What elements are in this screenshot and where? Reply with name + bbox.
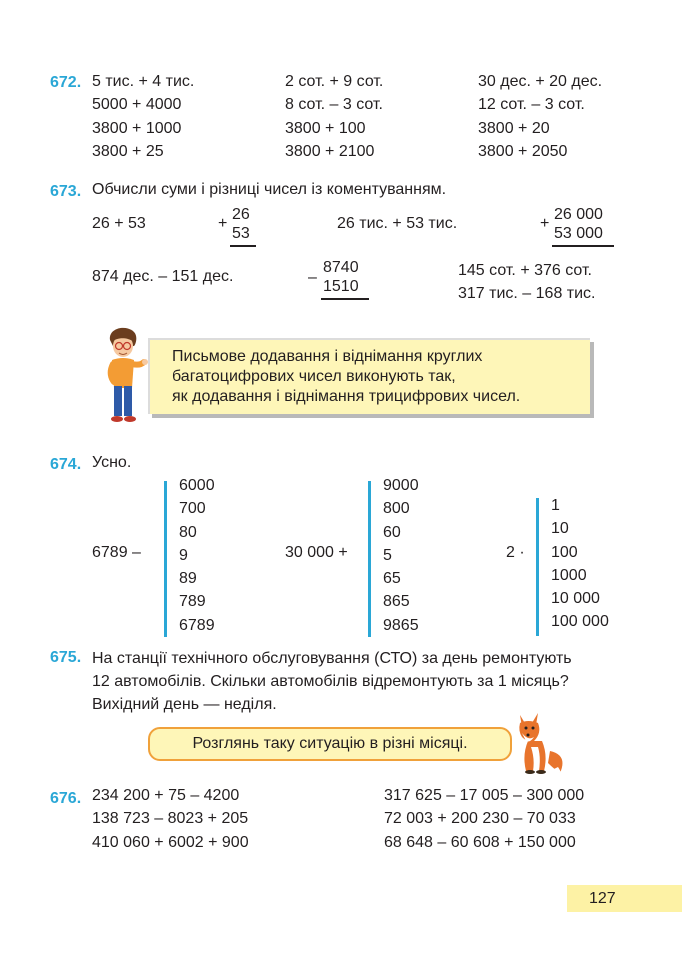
exercise-number-672: 672. <box>50 74 82 91</box>
expression: 8 сот. – 3 сот. <box>285 96 383 114</box>
rule-note <box>148 338 590 414</box>
column-underline <box>552 245 614 247</box>
list-item: 800 <box>383 500 410 518</box>
exercise-672-column-2 <box>285 70 383 163</box>
group-lead: 6789 – <box>92 544 141 561</box>
column-operand-bottom: 53 000 <box>554 225 603 242</box>
column-underline <box>230 245 256 247</box>
exercise-number-675: 675. <box>50 649 82 666</box>
exercise-673-task: Обчисли суми і різниці чисел із коментуванням. <box>92 181 447 198</box>
plus-sign: + <box>540 215 550 232</box>
expression: 26 тис. + 53 тис. <box>337 215 458 232</box>
expression: 234 200 + 75 – 4200 <box>92 787 240 804</box>
minus-sign: – <box>308 269 317 286</box>
column-operand-top: 26 <box>232 206 250 223</box>
exercise-674-task: Усно. <box>92 454 132 471</box>
expression: 138 723 – 8023 + 205 <box>92 810 249 828</box>
expression: 3800 + 20 <box>478 119 550 137</box>
expression: 68 648 – 60 608 + 150 000 <box>384 833 576 851</box>
expression: 317 тис. – 168 тис. <box>458 285 596 302</box>
list-item: 789 <box>179 593 206 611</box>
group-lead: 2 · <box>506 544 525 561</box>
column-operand-bottom: 1510 <box>323 278 359 295</box>
rule-line: багатоцифрових чисел виконують так, <box>172 368 456 385</box>
group-divider <box>536 498 539 636</box>
list-item: 6789 <box>179 616 215 634</box>
rule-text <box>172 347 520 407</box>
group-3-items <box>551 494 609 634</box>
rule-line: як додавання і віднімання трицифрових чисел. <box>172 388 521 405</box>
exercise-number-673: 673. <box>50 183 82 200</box>
exercise-672-column-1 <box>92 70 194 163</box>
list-item: 5 <box>383 546 392 564</box>
expression: 410 060 + 6002 + 900 <box>92 833 249 851</box>
list-item: 10 <box>551 520 569 538</box>
list-item: 6000 <box>179 477 215 494</box>
list-item: 1 <box>551 497 560 514</box>
list-item: 100 000 <box>551 613 609 631</box>
expression: 145 сот. + 376 сот. <box>458 262 592 279</box>
expression: 874 дес. – 151 дес. <box>92 268 234 285</box>
exercise-676-column-2 <box>384 784 584 854</box>
list-item: 865 <box>383 593 410 611</box>
exercise-672-column-3 <box>478 70 602 163</box>
list-item: 89 <box>179 570 197 588</box>
column-underline <box>321 298 369 300</box>
group-1-items <box>179 474 215 637</box>
plus-sign: + <box>218 215 228 232</box>
group-lead: 30 000 + <box>285 544 348 561</box>
expression: 72 003 + 200 230 – 70 033 <box>384 810 576 828</box>
list-item: 9000 <box>383 477 419 494</box>
text-line: Вихідний день — неділя. <box>92 696 277 713</box>
expression: 3800 + 2050 <box>478 142 568 160</box>
list-item: 9 <box>179 546 188 564</box>
list-item: 700 <box>179 500 206 518</box>
hint-box: Розглянь таку ситуацію в різні місяці. <box>148 727 512 761</box>
list-item: 9865 <box>383 616 419 634</box>
group-divider <box>368 481 371 637</box>
exercise-number-674: 674. <box>50 456 82 473</box>
expression: 317 625 – 17 005 – 300 000 <box>384 787 585 804</box>
expression: 3800 + 2100 <box>285 142 375 160</box>
boy-illustration <box>102 326 150 426</box>
exercise-number-676: 676. <box>50 790 82 807</box>
column-operand-top: 26 000 <box>554 206 603 223</box>
list-item: 80 <box>179 523 197 541</box>
expression: 26 + 53 <box>92 215 146 232</box>
expression: 12 сот. – 3 сот. <box>478 96 585 114</box>
page-number: 127 <box>567 885 682 912</box>
expression: 5 тис. + 4 тис. <box>92 73 195 90</box>
list-item: 1000 <box>551 566 587 584</box>
list-item: 65 <box>383 570 401 588</box>
list-item: 100 <box>551 543 578 561</box>
exercise-676-column-1 <box>92 784 249 854</box>
group-divider <box>164 481 167 637</box>
text-line: 12 автомобілів. Скільки автомобілів відремонтують за 1 місяць? <box>92 673 569 690</box>
exercise-675-text <box>92 647 572 716</box>
expression: 3800 + 1000 <box>92 119 182 137</box>
list-item: 60 <box>383 523 401 541</box>
text-line: На станції технічного обслуговування (СТО) за день ремонтують <box>92 650 572 667</box>
list-item: 10 000 <box>551 590 600 608</box>
expression: 5000 + 4000 <box>92 96 182 114</box>
expression: 30 дес. + 20 дес. <box>478 73 603 90</box>
expression: 2 сот. + 9 сот. <box>285 73 384 90</box>
fox-illustration <box>514 711 566 777</box>
rule-line: Письмове додавання і віднімання круглих <box>172 348 483 365</box>
column-operand-top: 8740 <box>323 259 359 276</box>
expression: 3800 + 100 <box>285 119 366 137</box>
column-operand-bottom: 53 <box>232 225 250 242</box>
group-2-items <box>383 474 419 637</box>
expression: 3800 + 25 <box>92 142 164 160</box>
